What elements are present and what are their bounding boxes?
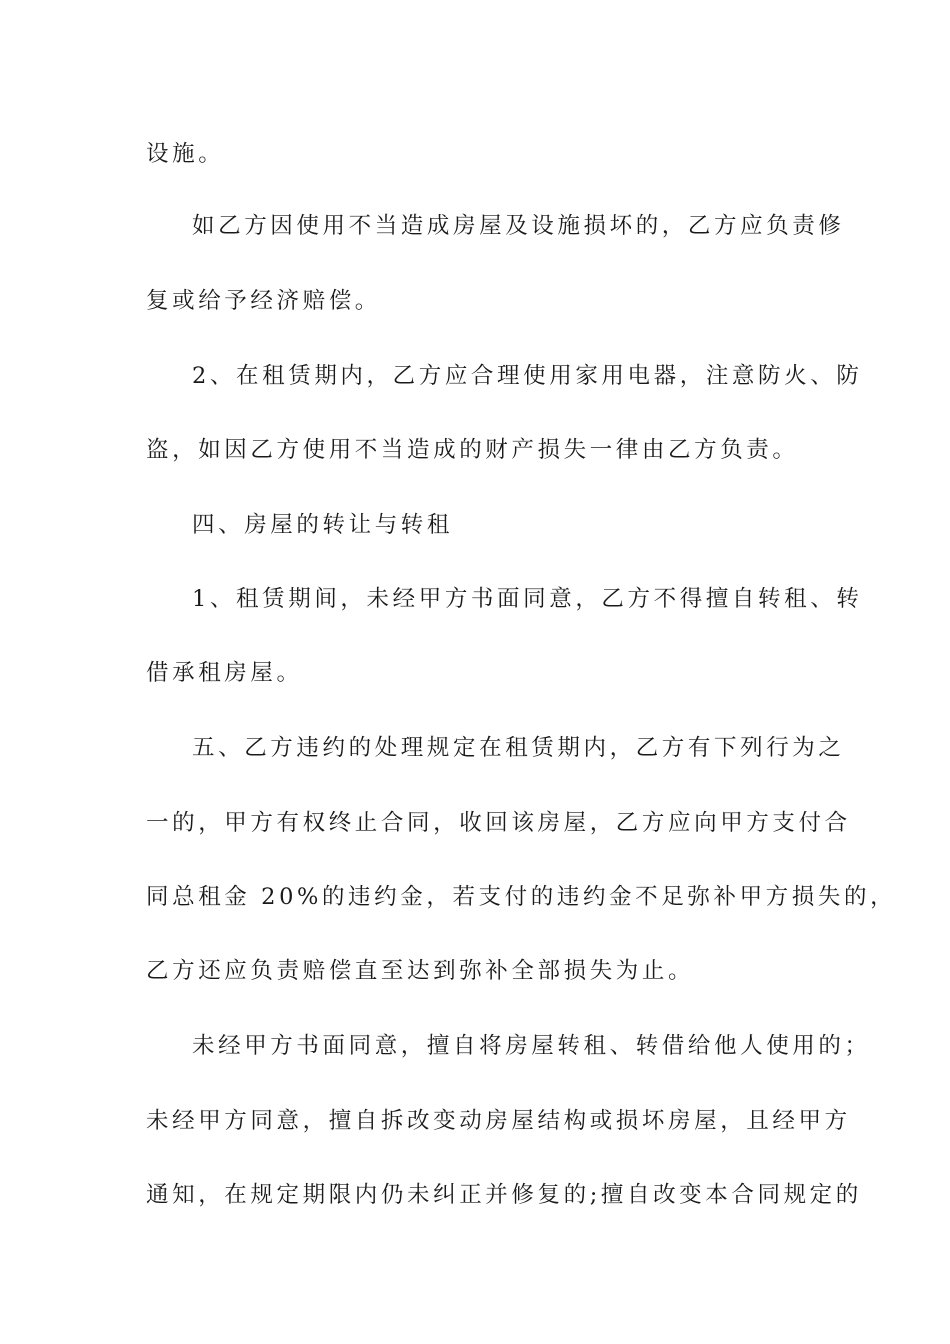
text-line-5: 盗，如因乙方使用不当造成的财产损失一律由乙方负责。 (146, 437, 799, 463)
section-heading-4: 四、房屋的转让与转租 (192, 512, 454, 538)
text-line-11: 同总租金 20%的违约金，若支付的违约金不足弥补甲方损失的， (146, 884, 897, 910)
text-line-1: 设施。 (146, 141, 225, 167)
text-line-4: 2、在租赁期内，乙方应合理使用家用电器，注意防火、防 (192, 363, 863, 389)
text-line-12: 乙方还应负责赔偿直至达到弥补全部损失为止。 (146, 958, 695, 984)
text-line-14: 未经甲方同意，擅自拆改变动房屋结构或损坏房屋，且经甲方 (146, 1108, 851, 1134)
text-line-3: 复或给予经济赔偿。 (146, 288, 381, 314)
text-line-13: 未经甲方书面同意，擅自将房屋转租、转借给他人使用的； (192, 1033, 871, 1059)
text-line-8: 借承租房屋。 (146, 660, 303, 686)
text-line-15: 通知，在规定期限内仍未纠正并修复的;擅自改变本合同规定的 (146, 1182, 862, 1208)
text-line-10: 一的，甲方有权终止合同，收回该房屋，乙方应向甲方支付合 (146, 810, 851, 836)
text-line-9: 五、乙方违约的处理规定在租赁期内，乙方有下列行为之 (192, 735, 845, 761)
text-line-2: 如乙方因使用不当造成房屋及设施损坏的，乙方应负责修 (192, 213, 845, 239)
text-line-7: 1、租赁期间，未经甲方书面同意，乙方不得擅自转租、转 (192, 586, 863, 612)
